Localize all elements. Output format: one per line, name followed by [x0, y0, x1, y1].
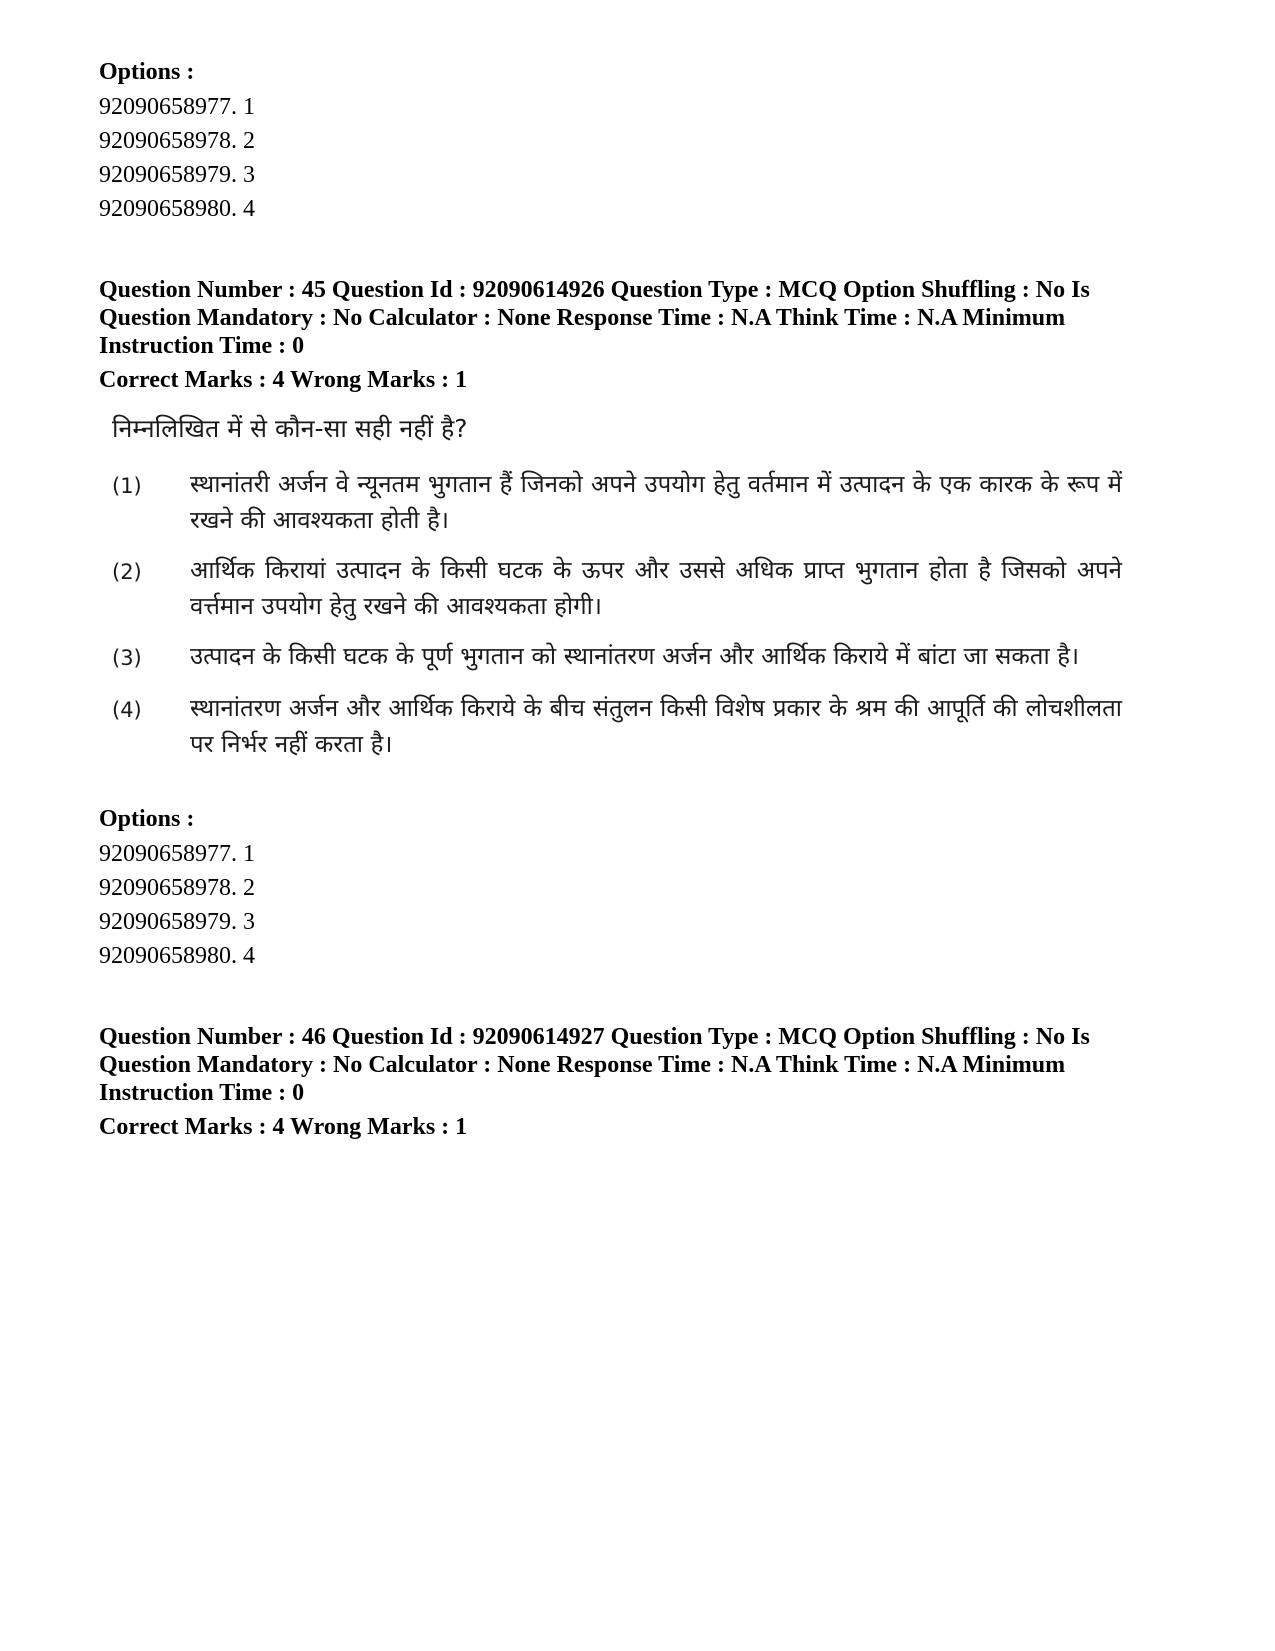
question-choice: [112, 638, 1122, 676]
option-item: 92090658979. 3: [99, 162, 255, 188]
question-stem: निम्नलिखित में से कौन-सा सही नहीं है?: [112, 414, 468, 443]
question-46-header: [99, 1023, 1179, 1141]
options-list: [99, 90, 255, 226]
choice-number: (3): [112, 646, 142, 670]
choice-text: स्थानांतरी अर्जन वे न्यूनतम भुगतान हैं जिनको अपने उपयोग हेतु वर्तमान में उत्पादन के एक कारक के रूप में रखने की आवश्यकता होती है।: [190, 470, 1122, 534]
option-item: 92090658978. 2: [99, 875, 255, 901]
options-label: Options :: [99, 59, 195, 85]
question-marks: Correct Marks : 4 Wrong Marks : 1: [99, 367, 468, 393]
question-choice: [112, 552, 1122, 624]
choice-number: (1): [112, 474, 142, 498]
question-45-options-block: [99, 805, 255, 973]
question-choice: [112, 690, 1122, 762]
question-marks: Correct Marks : 4 Wrong Marks : 1: [99, 1114, 468, 1140]
question-meta: Question Number : 45 Question Id : 92090614926 Question Type : MCQ Option Shuffling : No Is Question Mandatory : No Calculator : None Response Time : N.A Think Time : N.A Minimum Instruction Time : 0: [99, 277, 1090, 359]
question-45-body: [112, 412, 1122, 776]
choice-number: (4): [112, 698, 142, 722]
question-45-header: [99, 276, 1179, 394]
question-choice: [112, 466, 1122, 538]
option-item: 92090658980. 4: [99, 943, 255, 969]
choice-number: (2): [112, 560, 142, 584]
option-item: 92090658979. 3: [99, 909, 255, 935]
option-item: 92090658977. 1: [99, 94, 255, 120]
choice-text: आर्थिक किरायां उत्पादन के किसी घटक के ऊपर और उससे अधिक प्राप्त भुगतान होता है जिसको अपने वर्त्तमान उपयोग हेतु रखने की आवश्यकता होगी।: [190, 556, 1122, 620]
options-label: Options :: [99, 806, 195, 832]
choice-text: उत्पादन के किसी घटक के पूर्ण भुगतान को स्थानांतरण अर्जन और आर्थिक किराये में बांटा जा सकता है।: [190, 642, 1080, 670]
options-list: [99, 837, 255, 973]
top-options-block: [99, 58, 255, 226]
question-meta: Question Number : 46 Question Id : 92090614927 Question Type : MCQ Option Shuffling : No Is Question Mandatory : No Calculator : None Response Time : N.A Think Time : N.A Minimum Instruction Time : 0: [99, 1024, 1090, 1106]
option-item: 92090658977. 1: [99, 841, 255, 867]
choice-text: स्थानांतरण अर्जन और आर्थिक किराये के बीच संतुलन किसी विशेष प्रकार के श्रम की आपूर्ति की लोचशीलता पर निर्भर नहीं करता है।: [190, 694, 1122, 758]
option-item: 92090658978. 2: [99, 128, 255, 154]
option-item: 92090658980. 4: [99, 196, 255, 222]
